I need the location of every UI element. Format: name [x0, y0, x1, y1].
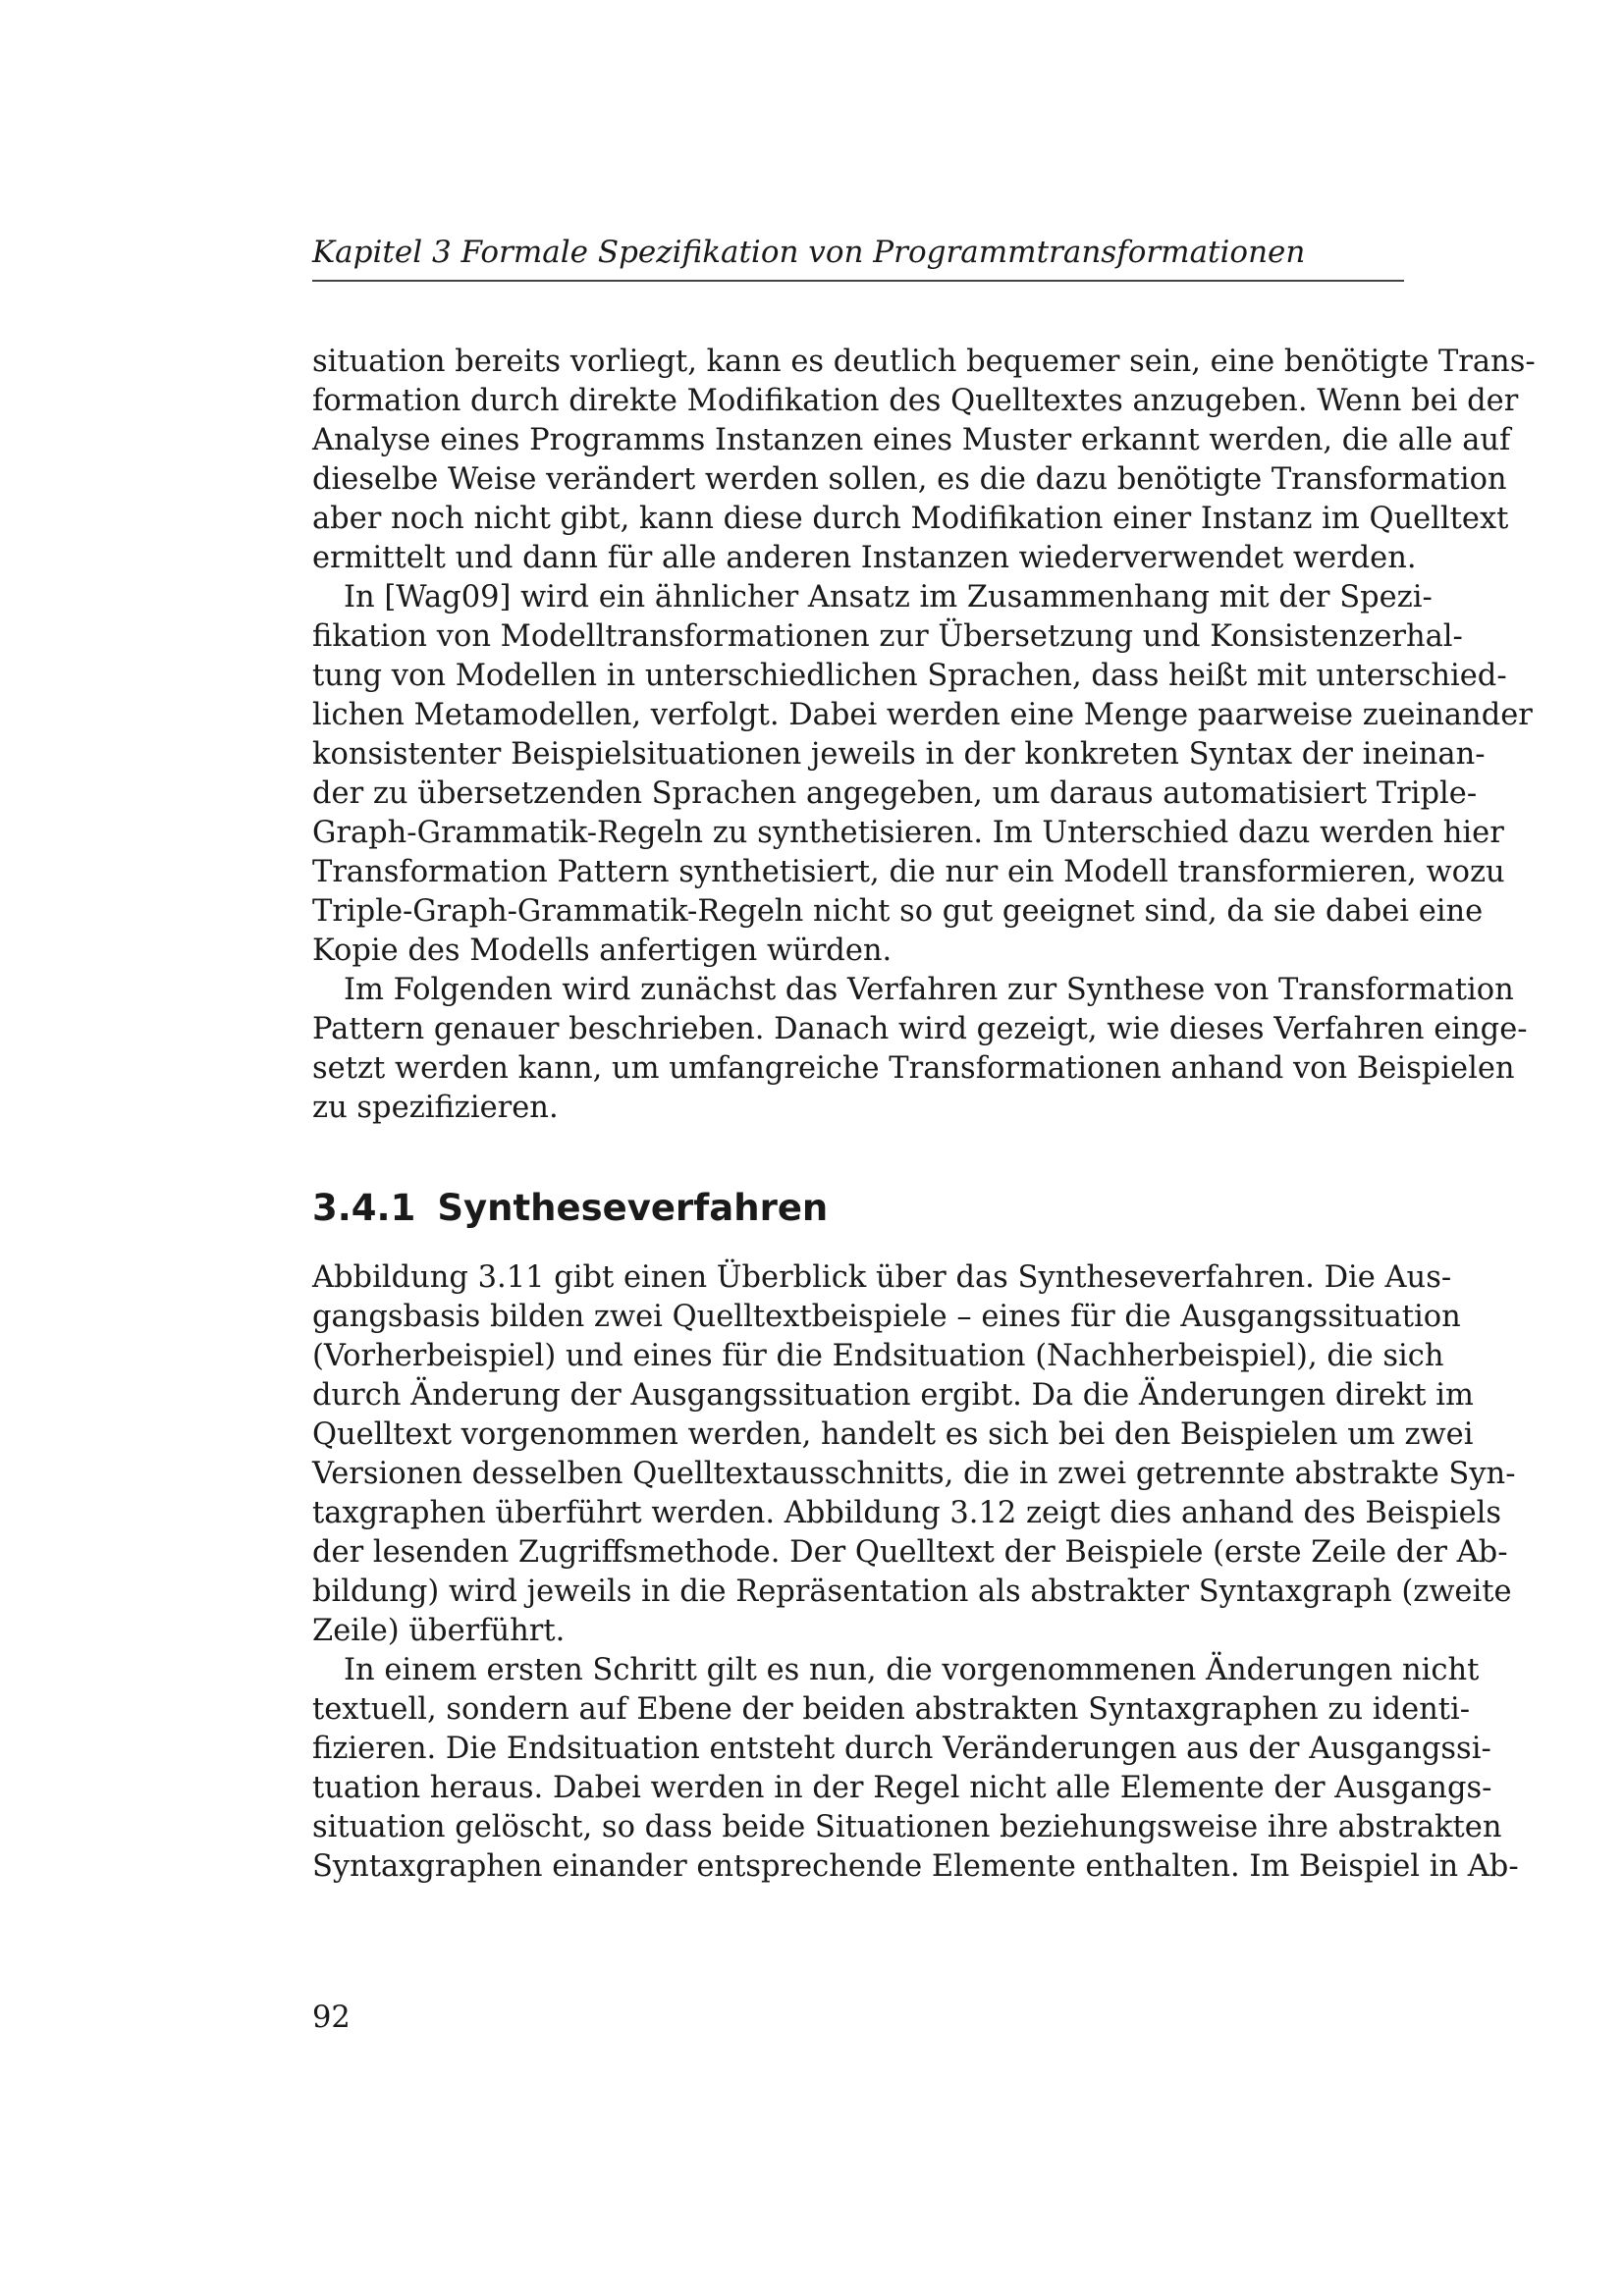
text-line: Versionen desselben Quelltextausschnitts, die in zwei getrennte abstrakte Syn-	[312, 1457, 1516, 1491]
text-line: der zu übersetzenden Sprachen angegeben, um daraus automatisiert Triple-	[312, 776, 1478, 811]
text-line: aber noch nicht gibt, kann diese durch Modifikation einer Instanz im Quelltext	[312, 502, 1509, 536]
text-line: tung von Modellen in unterschiedlichen Sprachen, dass heißt mit unterschied-	[312, 659, 1507, 693]
text-line: ermittelt und dann für alle anderen Instanzen wiederverwendet werden.	[312, 541, 1417, 575]
text-line: Abbildung 3.11 gibt einen Überblick über das Syntheseverfahren. Die Aus-	[312, 1260, 1452, 1295]
text-line: dieselbe Weise verändert werden sollen, es die dazu benötigte Transformation	[312, 462, 1507, 497]
text-line: Graph-Grammatik-Regeln zu synthetisieren. Im Unterschied dazu werden hier	[312, 816, 1504, 850]
text-line: situation bereits vorliegt, kann es deutlich bequemer sein, eine benötigte Trans-	[312, 345, 1536, 379]
text-line: Im Folgenden wird zunächst das Verfahren zur Synthese von Transformation	[344, 973, 1514, 1007]
text-line: lichen Metamodellen, verfolgt. Dabei werden eine Menge paarweise zueinander	[312, 698, 1533, 732]
section-title: Syntheseverfahren	[437, 1187, 829, 1229]
text-line: Zeile) überführt.	[312, 1614, 566, 1648]
text-line: zu spezifizieren.	[312, 1091, 559, 1125]
text-line: situation gelöscht, so dass beide Situationen beziehungsweise ihre abstrakten	[312, 1810, 1502, 1844]
text-line: In einem ersten Schritt gilt es nun, die vorgenommenen Änderungen nicht	[344, 1653, 1480, 1687]
text-line: Syntaxgraphen einander entsprechende Elemente enthalten. Im Beispiel in Ab-	[312, 1849, 1519, 1884]
text-line: (Vorherbeispiel) und eines für die Endsituation (Nachherbeispiel), die sich	[312, 1339, 1444, 1373]
text-line: formation durch direkte Modifikation des Quelltextes anzugeben. Wenn bei der	[312, 384, 1519, 418]
section-number: 3.4.1	[312, 1187, 416, 1229]
text-line: setzt werden kann, um umfangreiche Transformationen anhand von Beispielen	[312, 1051, 1515, 1086]
text-line: Analyse eines Programms Instanzen eines Muster erkannt werden, die alle auf	[312, 423, 1511, 457]
text-line: konsistenter Beispielsituationen jeweils in der konkreten Syntax der ineinan-	[312, 737, 1486, 772]
text-line: tuation heraus. Dabei werden in der Regel nicht alle Elemente der Ausgangs-	[312, 1771, 1492, 1805]
text-line: Quelltext vorgenommen werden, handelt es sich bei den Beispielen um zwei	[312, 1417, 1474, 1452]
text-line: textuell, sondern auf Ebene der beiden abstrakten Syntaxgraphen zu identi-	[312, 1692, 1471, 1727]
text-line: Triple-Graph-Grammatik-Regeln nicht so gut geeignet sind, da sie dabei eine	[312, 894, 1484, 929]
page-number: 92	[312, 2001, 351, 2035]
text-line: bildung) wird jeweils in die Repräsentation als abstrakter Syntaxgraph (zweite	[312, 1575, 1512, 1609]
text-line: Transformation Pattern synthetisiert, die nur ein Modell transformieren, wozu	[312, 855, 1505, 889]
running-header	[312, 229, 1404, 282]
text-line: Pattern genauer beschrieben. Danach wird gezeigt, wie dieses Verfahren einge-	[312, 1012, 1528, 1046]
text-line: Kopie des Modells anfertigen würden.	[312, 934, 893, 968]
text-line: In [Wag09] wird ein ähnlicher Ansatz im Zusammenhang mit der Spezi-	[344, 580, 1433, 614]
text-line: taxgraphen überführt werden. Abbildung 3.12 zeigt dies anhand des Beispiels	[312, 1496, 1502, 1530]
text-line: fikation von Modelltransformationen zur Übersetzung und Konsistenzerhal-	[312, 619, 1463, 654]
text-line: gangsbasis bilden zwei Quelltextbeispiele – eines für die Ausgangssituation	[312, 1300, 1461, 1334]
text-line: durch Änderung der Ausgangssituation ergibt. Da die Änderungen direkt im	[312, 1378, 1474, 1413]
section-heading	[312, 1185, 828, 1232]
text-line: fizieren. Die Endsituation entsteht durch Veränderungen aus der Ausgangssi-	[312, 1732, 1491, 1766]
running-header-title: Kapitel 3 Formale Spezifikation von Programmtransformationen	[312, 235, 1306, 270]
text-line: der lesenden Zugriffsmethode. Der Quelltext der Beispiele (erste Zeile der Ab-	[312, 1535, 1508, 1570]
